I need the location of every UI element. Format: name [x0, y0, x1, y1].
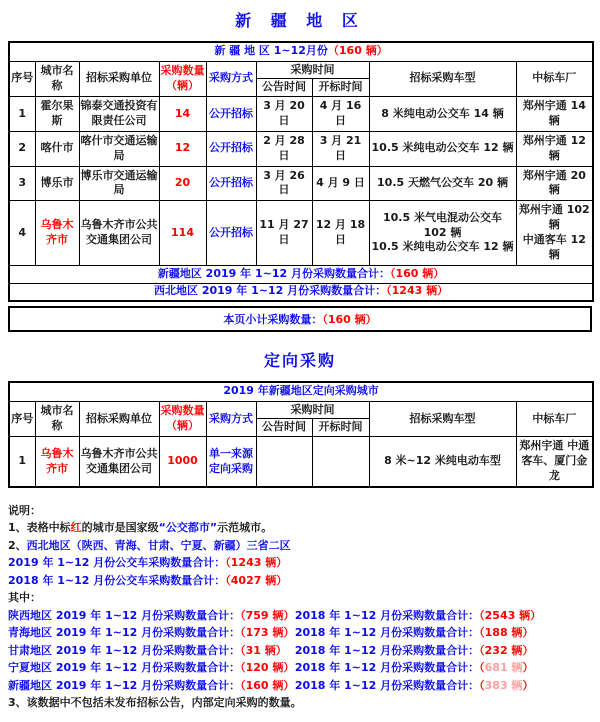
col-header-unit: 招标采购单位 [79, 61, 159, 97]
cell-qty: 14 [159, 97, 206, 132]
cell-open-date: 4 月 9 日 [312, 166, 369, 201]
table2-row-1 [9, 437, 593, 487]
total-2018: 2018 年 1~12 月份公交车采购数量合计：（4027 辆） [8, 573, 288, 587]
cell-city: 喀什市 [35, 131, 79, 166]
cell-qty: 12 [159, 131, 206, 166]
col-header-announce: 公告时间 [256, 79, 312, 97]
cell-open-date: 4 月 16 日 [312, 97, 369, 132]
cell-city: 博乐市 [35, 166, 79, 201]
col-header-no: 序号 [9, 401, 35, 437]
region-summary-gansu: 甘肃地区 2019 年 1~12 月份采购数量合计：（31 辆） 2018 年 1~12 月份采购数量合计：（232 辆） [8, 643, 534, 657]
page-title-directed: 定向采购 [263, 351, 336, 371]
col-header-announce: 公告时间 [256, 419, 312, 437]
col-header-winner: 中标车厂 [516, 401, 593, 437]
cell-open-date: 12 月 18 日 [312, 201, 369, 265]
col-header-open: 开标时间 [312, 79, 369, 97]
cell-announce-date: 11 月 27 日 [256, 201, 312, 265]
summary-label: 西北地区 2019 年 1~12 月份采购数量合计： [154, 284, 387, 298]
cell-method: 公开招标 [206, 166, 256, 201]
cell-city: 乌鲁木齐市 [35, 201, 79, 265]
table2-caption-row [9, 382, 593, 401]
summary-row-northwest [9, 283, 593, 301]
cell-no: 4 [9, 201, 35, 265]
caption-count: （160 辆） [327, 44, 388, 58]
summary-count: （160 辆） [389, 266, 445, 280]
cell-method: 公开招标 [206, 131, 256, 166]
col-header-open: 开标时间 [312, 419, 369, 437]
subtotal-count: （160 辆） [322, 313, 377, 327]
cell-vehicle: 10.5 米气电混动公交车 102 辆 10.5 米纯电动公交车 12 辆 [369, 201, 516, 265]
cell-no: 2 [9, 131, 35, 166]
cell-no: 1 [9, 437, 35, 487]
table-row-4 [9, 201, 593, 265]
total-2019: 2019 年 1~12 月份公交车采购数量合计：（1243 辆） [8, 556, 288, 570]
page-title-region: 新 疆 地 区 [235, 11, 365, 30]
cell-method: 公开招标 [206, 97, 256, 132]
cell-announce-date [256, 437, 312, 487]
region-summary-qinghai: 青海地区 2019 年 1~12 月份采购数量合计：（173 辆） 2018 年 1~12 月份采购数量合计：（188 辆） [8, 626, 534, 640]
region-summary-shaanxi: 陕西地区 2019 年 1~12 月份采购数量合计：（759 辆） 2018 年 1~12 月份采购数量合计：（2543 辆） [8, 608, 542, 622]
table1-header-row-1 [9, 61, 593, 79]
cell-winner: 郑州宇通 20 辆 [516, 166, 593, 201]
note-2: 2、西北地区（陕西、青海、甘肃、宁夏、新疆）三省二区 [8, 538, 291, 552]
cell-winner: 郑州宇通 14 辆 [516, 97, 593, 132]
among-label: 其中： [8, 591, 41, 605]
col-header-time: 采购时间 [256, 61, 369, 79]
cell-open-date [312, 437, 369, 487]
table2-header-row-1 [9, 401, 593, 419]
cell-unit: 锦泰交通投资有限责任公司 [79, 97, 159, 132]
notes-section [8, 502, 592, 712]
cell-method: 公开招标 [206, 201, 256, 265]
cell-announce-date: 2 月 28 日 [256, 131, 312, 166]
cell-winner: 郑州宇通 102 辆 中通客车 12 辆 [516, 201, 593, 265]
summary-label: 新疆地区 2019 年 1~12 月份采购数量合计： [157, 266, 390, 280]
caption-text: 新 疆 地 区 1~12月份 [214, 44, 328, 58]
table1-caption [9, 42, 593, 61]
note-3: 3、该数据中不包括未发布招标公告，内部定向采购的数量。 [8, 696, 302, 710]
cell-open-date: 3 月 21 日 [312, 131, 369, 166]
cell-vehicle: 10.5 米纯电动公交车 12 辆 [369, 131, 516, 166]
region-summary-xinjiang: 新疆地区 2019 年 1~12 月份采购数量合计：（160 辆） 2018 年 1~12 月份采购数量合计：（383 辆） [8, 678, 534, 692]
cell-method: 单一来源 定向采购 [206, 437, 256, 487]
col-header-qty: 采购数量（辆） [159, 61, 206, 97]
cell-winner: 郑州宇通 中通 客车、厦门金龙 [516, 437, 593, 487]
cell-no: 1 [9, 97, 35, 132]
page-subtotal-box [8, 306, 592, 332]
col-header-vehicle: 招标采购车型 [369, 61, 516, 97]
cell-vehicle: 8 米~12 米纯电动车型 [369, 437, 516, 487]
xinjiang-procurement-table [8, 41, 594, 302]
col-header-city: 城市名称 [35, 61, 79, 97]
table1-caption-row [9, 42, 593, 61]
cell-announce-date: 3 月 26 日 [256, 166, 312, 201]
cell-city: 霍尔果斯 [35, 97, 79, 132]
directed-procurement-table [8, 381, 594, 488]
notes-heading: 说明： [8, 503, 41, 517]
cell-qty: 114 [159, 201, 206, 265]
cell-no: 3 [9, 166, 35, 201]
table-row-2 [9, 131, 593, 166]
col-header-vehicle: 招标采购车型 [369, 401, 516, 437]
table2-caption [9, 382, 593, 401]
col-header-winner: 中标车厂 [516, 61, 593, 97]
col-header-no: 序号 [9, 61, 35, 97]
region-summary-ningxia: 宁夏地区 2019 年 1~12 月份采购数量合计：（120 辆） 2018 年 1~12 月份采购数量合计：（681 辆） [8, 661, 534, 675]
caption-text: 2019 年新疆地区定向采购城市 [223, 384, 379, 398]
col-header-qty: 采购数量（辆） [159, 401, 206, 437]
col-header-method: 采购方式 [206, 401, 256, 437]
cell-winner: 郑州宇通 12 辆 [516, 131, 593, 166]
col-header-time: 采购时间 [256, 401, 369, 419]
cell-unit: 喀什市交通运输局 [79, 131, 159, 166]
cell-qty: 20 [159, 166, 206, 201]
cell-unit: 博乐市交通运输局 [79, 166, 159, 201]
summary-row-xinjiang [9, 265, 593, 283]
cell-qty: 1000 [159, 437, 206, 487]
col-header-method: 采购方式 [206, 61, 256, 97]
subtotal-label: 本页小计采购数量： [223, 313, 323, 327]
note-1: 1、表格中标红的城市是国家级“公交都市”示范城市。 [8, 521, 273, 535]
cell-announce-date: 3 月 20 日 [256, 97, 312, 132]
cell-vehicle: 8 米纯电动公交车 14 辆 [369, 97, 516, 132]
col-header-city: 城市名称 [35, 401, 79, 437]
summary-count: （1243 辆） [386, 284, 449, 298]
cell-city: 乌鲁木齐市 [35, 437, 79, 487]
cell-unit: 乌鲁木齐市公共交通集团公司 [79, 437, 159, 487]
table-row-3 [9, 166, 593, 201]
table-row-1 [9, 97, 593, 132]
cell-unit: 乌鲁木齐市公共交通集团公司 [79, 201, 159, 265]
cell-vehicle: 10.5 天燃气公交车 20 辆 [369, 166, 516, 201]
col-header-unit: 招标采购单位 [79, 401, 159, 437]
